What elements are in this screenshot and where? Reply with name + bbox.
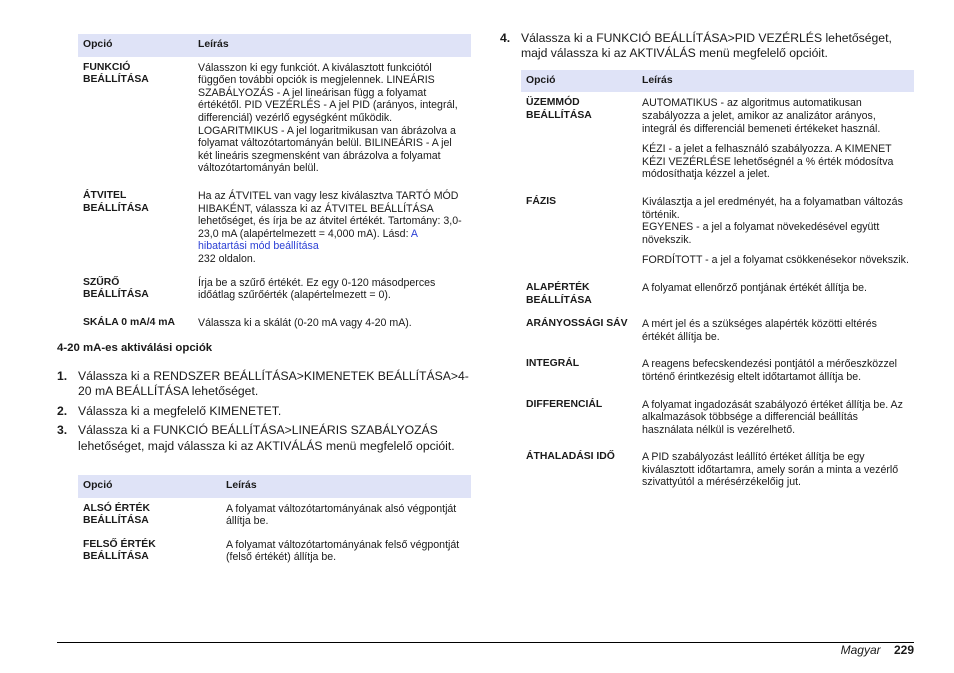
table-row [78,312,471,340]
description-paragraph: AUTOMATIKUS - az algoritmus automatikusan szabályozza a jelet, amikor az analizátor arányos, integrál és differenciál bemeneti értékeket használ. [642,97,881,135]
description-paragraph: FORDÍTOTT - a jel a folyamat csökkenésekor növekszik. [642,254,909,267]
function-settings-table-wrap [78,34,471,339]
option-name: INTEGRÁL [526,358,580,370]
option-description [637,191,914,277]
cross-reference-link[interactable]: A hibatartási mód beállítása [198,227,418,253]
table-row [521,313,914,353]
description-paragraph: Kiválasztja a jel eredményét, ha a folyamatban változás történik. EGYENES - a jel a folyamat növekedésével együtt növekszik. [642,195,903,246]
option-name: DIFFERENCIÁL [526,398,603,410]
description-paragraph: A reagens befecskendezési pontjától a mérőeszközzel történő érintkezésig eltelt időtartamot állítja be. [642,358,897,383]
option-name: ALAPÉRTÉK BEÁLLÍTÁSA [526,281,592,306]
option-name: SZŰRŐ BEÁLLÍTÁSA [83,276,149,301]
procedure-step [57,423,472,454]
option-name: ALSÓ ÉRTÉK BEÁLLÍTÁSA [83,502,150,527]
step-number: 4. [500,31,511,45]
step-text: Válassza ki a RENDSZER BEÁLLÍTÁSA>KIMENETEK BEÁLLÍTÁSA>4-20 mA BEÁLLÍTÁSA lehetőséget. [78,369,469,399]
option-description [637,353,914,393]
column-header-description: Leírás [637,70,914,93]
step-text: Válassza ki a FUNKCIÓ BEÁLLÍTÁSA>PID VEZÉRLÉS lehetőséget, majd válassza ki az AKTIVÁLÁS menü megfelelő opcióit. [521,31,892,61]
table-row [78,534,471,570]
description-paragraph: KÉZI - a jelet a felhasználó szabályozza. A KIMENET KÉZI VEZÉRLÉSE lehetőségnél a % érték módosítva módosíthatja kézzel a jelet. [642,143,894,181]
table-row [521,394,914,447]
option-description [193,272,471,312]
description-paragraph: Válassza ki a skálát (0-20 mA vagy 4-20 mA). [198,316,412,329]
step-text: Válassza ki a megfelelő KIMENETET. [78,403,282,418]
table-row [521,277,914,313]
column-header-option: Opció [78,34,193,57]
description-paragraph: A mért jel és a szükséges alapérték közötti eltérés értékét állítja be. [642,318,877,343]
option-name: FELSŐ ÉRTÉK BEÁLLÍTÁSA [83,538,156,563]
page-footer [841,643,914,657]
option-description [193,185,471,272]
footer-language: Magyar [840,643,881,657]
table-row [78,498,471,534]
option-description [637,446,914,499]
description-paragraph: A PID szabályozást leállító értéket állítja be egy kiválasztott időtartamra, amely során a minta a vezérlő szivattyútól a mérésérzékelőig jut. [642,451,899,489]
step-text: Válassza ki a FUNKCIÓ BEÁLLÍTÁSA>LINEÁRIS SZABÁLYOZÁS lehetőséget, majd válassza ki az AKTIVÁLÁS menü megfelelő opcióit. [78,423,455,453]
value-range-table [78,475,471,570]
option-description [193,312,471,340]
step-number: 3. [57,423,68,438]
option-name: FUNKCIÓ BEÁLLÍTÁSA [83,61,149,86]
step-number: 1. [57,369,68,383]
option-name: ARÁNYOSSÁGI SÁV [526,318,628,330]
description-paragraph: A folyamat ellenőrző pontjának értékét állítja be. [642,281,867,294]
procedure-step [57,404,472,419]
function-settings-table [78,34,471,339]
procedure-step [57,369,472,400]
pid-settings-table [521,70,914,499]
table-row [78,272,471,312]
description-paragraph: A folyamat ingadozását szabályozó értéket állítja be. Az alkalmazások többsége a differenciál beállítás használata nélkül is vezérelhető. [642,398,903,436]
option-name: SKÁLA 0 mA/4 mA [83,316,175,328]
table-row [521,446,914,499]
step-number: 2. [57,403,68,418]
description-text: Ha az ÁTVITEL van vagy lesz kiválasztva TARTÓ MÓD HIBAKÉNT, válassza ki az ÁTVITEL BEÁLLÍTÁSA lehetőséget, és írja be az átvitel értékét. Tartomány: 3,0-23,0 mA (alapértelmezett = 4,000 mA). Lásd: [198,189,462,240]
column-header-description: Leírás [221,475,471,498]
option-name: ÜZEMMÓD BEÁLLÍTÁSA [526,97,592,121]
option-name: FÁZIS [526,195,557,207]
option-description [193,57,471,185]
table-row [521,191,914,277]
page-number: 229 [893,643,914,657]
table-row [521,92,914,191]
option-name: ÁTVITEL BEÁLLÍTÁSA [83,189,149,214]
option-name: ÁTHALADÁSI IDŐ [526,451,615,463]
description-page-ref: 232 oldalon. [198,252,256,265]
option-description [637,394,914,447]
section-heading: 4-20 mA-es aktiválási opciók [57,342,213,354]
column-header-option: Opció [521,70,637,93]
procedure-steps [57,369,472,458]
description-paragraph: Írja be a szűrő értékét. Ez egy 0-120 másodperces időátlag szűrőérték (alapértelmezett = 0). [198,276,436,302]
column-header-description: Leírás [193,34,471,57]
option-description: A folyamat változótartományának felső végpontját (felső értékét) állítja be. [226,538,460,564]
option-description [637,92,914,191]
option-description [637,277,914,313]
column-header-option: Opció [78,475,221,498]
procedure-step [500,31,914,62]
table-row [521,353,914,393]
option-description: A folyamat változótartományának alsó végpontját állítja be. [226,502,457,528]
table-row [78,185,471,272]
description-paragraph: Válasszon ki egy funkciót. A kiválasztott funkciótól függően további opciók is megjelennek. LINEÁRIS SZABÁLYOZÁS - A jel lineárisan függ a folyamat értékétől. PID VEZÉRLÉS - A jel PID (arányos, integrál, differenciál) vezérlő egységként működik. LOGARITMIKUS - A jel logaritmikusan van ábrázolva a folyamat változótartományán belül. BILINEÁRIS - A jel két lineáris szegmensként van ábrázolva a folyamat változótartományán belül. [198,61,458,175]
value-range-table-wrap [78,475,471,570]
right-column [500,31,914,499]
footer-divider [57,642,914,643]
option-description [637,313,914,353]
table-row [78,57,471,185]
